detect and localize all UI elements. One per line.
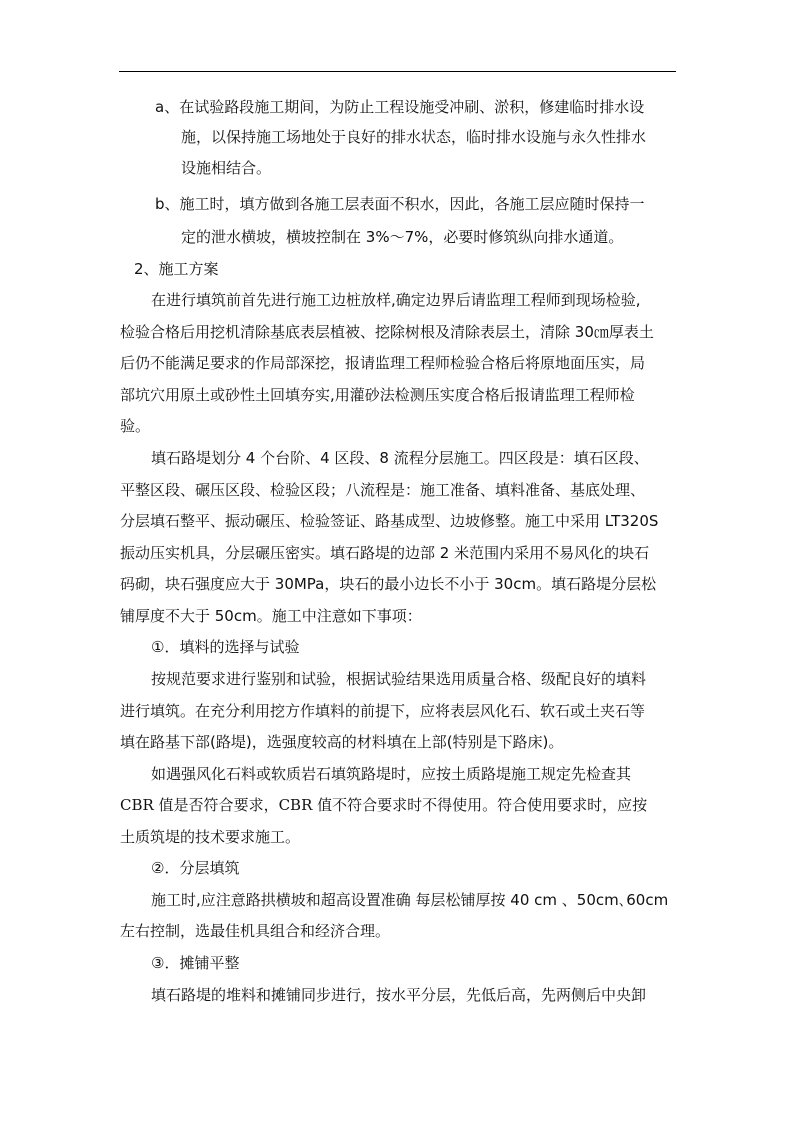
text-line: 验。	[120, 417, 151, 435]
text-line: 按规范要求进行鉴别和试验，根据试验结果选用质量合格、级配良好的填料	[151, 670, 647, 688]
text-line: 填石路堤划分 4 个台阶、4 区段、8 流程分层施工。四区段是：填石区段、	[151, 449, 649, 467]
subsection-heading: ③．摊铺平整	[151, 954, 240, 972]
text-line: 部坑穴用原土或砂性土回填夯实,用灌砂法检测压实度合格后报请监理工程师检	[120, 386, 635, 404]
text-line: 施工时,应注意路拱横坡和超高设置准确 每层松铺厚按 40 cm 、50cm､60cm	[151, 891, 669, 909]
subsection-heading: ②．分层填筑	[151, 859, 240, 877]
text-line: 码砌，块石强度应大于 30MPa，块石的最小边长不小于 30cm。填石路堤分层松	[120, 575, 657, 593]
text-line: 分层填石整平、振动碾压、检验签证、路基成型、边坡修整。施工中采用 LT320S	[120, 512, 659, 530]
text-line: 左右控制，选最佳机具组合和经济合理。	[120, 922, 391, 940]
text-line: b、施工时，填方做到各施工层表面不积水，因此，各施工层应随时保持一	[155, 195, 645, 213]
subsection-heading: ①．填料的选择与试验	[151, 638, 300, 656]
text-line: 后仍不能满足要求的作局部深挖，报请监理工程师检验合格后将原地面压实，局	[120, 354, 646, 372]
text-line: 填石路堤的堆料和摊铺同步进行，按水平分层，先低后高，先两侧后中央卸	[151, 986, 647, 1004]
text-line: CBR 值是否符合要求，CBR 值不符合要求时不得使用。符合使用要求时，应按	[120, 796, 648, 814]
text-line: 检验合格后用挖机清除基底表层植被、挖除树根及清除表层土，清除 30㎝厚表土	[120, 323, 654, 341]
text-line: 平整区段、碾压区段、检验区段；八流程是：施工准备、填料准备、基底处理、	[120, 481, 646, 499]
text-line: 定的泄水横坡，横坡控制在 3%～7%，必要时修筑纵向排水通道。	[181, 228, 624, 246]
text-line: 在进行填筑前首先进行施工边桩放样,确定边界后请监理工程师到现场检验,	[151, 291, 641, 309]
header-rule	[119, 71, 676, 72]
text-line: a、在试验路段施工期间，为防止工程设施受冲刷、淤积，修建临时排水设	[155, 98, 645, 116]
text-line: 设施相结合。	[181, 159, 272, 177]
text-line: 如遇强风化石料或软质岩石填筑路堤时，应按土质路堤施工规定先检查其	[151, 765, 632, 783]
text-line: 进行填筑。在充分利用挖方作填料的前提下，应将表层风化石、软石或土夹石等	[120, 702, 646, 720]
text-line: 振动压实机具，分层碾压密实。填石路堤的边部 2 米范围内采用不易风化的块石	[120, 544, 650, 562]
text-line: 填在路基下部(路堤)，选强度较高的材料填在上部(特别是下路床)。	[120, 733, 564, 751]
text-line: 土质筑堤的技术要求施工。	[120, 828, 301, 846]
text-line: 铺厚度不大于 50cm。施工中注意如下事项：	[120, 607, 422, 625]
text-line: 施，以保持施工场地处于良好的排水状态，临时排水设施与永久性排水	[181, 128, 647, 146]
section-heading: 2、施工方案	[134, 260, 219, 278]
